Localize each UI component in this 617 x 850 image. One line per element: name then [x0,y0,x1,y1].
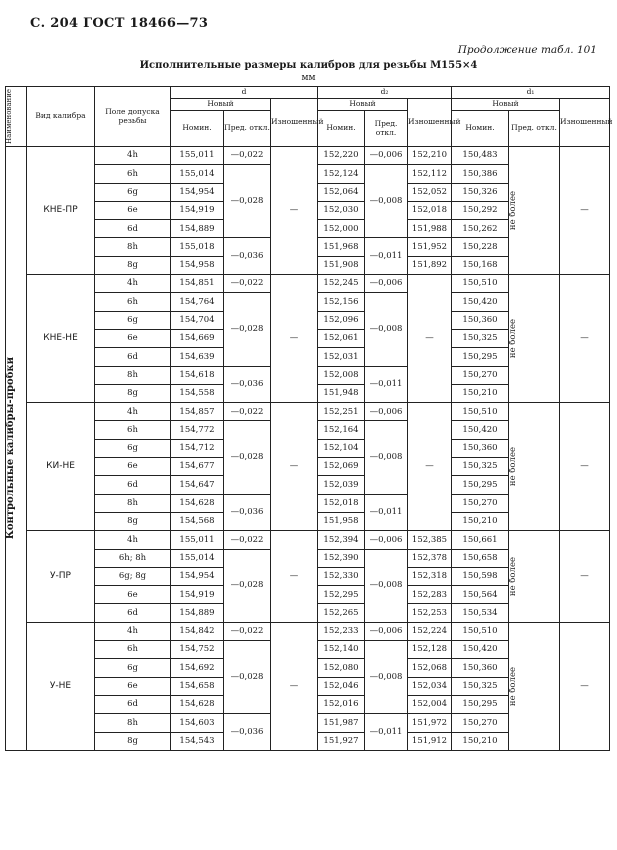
d1-nominal: 150,270 [452,366,509,384]
calibre-kind: КНЕ-ПР [27,147,95,275]
d2-worn: 152,128 [408,641,452,659]
d2-deviation: —0,006 [365,622,408,640]
tolerance-field: 4h [95,275,171,293]
d-nominal: 154,851 [171,275,224,293]
d2-worn: 152,052 [408,183,452,201]
d2-nominal: 152,061 [318,329,365,347]
d-deviation: —0,022 [224,403,271,421]
header-d2-new: Новый [318,99,408,111]
table-row [6,403,610,421]
d-nominal: 154,658 [171,677,224,695]
header-d2-worn: Изношенный [408,99,452,147]
d2-nominal: 152,096 [318,311,365,329]
d2-worn: — [408,403,452,531]
d2-worn: 152,112 [408,165,452,183]
d-nominal: 154,919 [171,586,224,604]
header-d: d [171,87,318,99]
d1-deviation [509,275,560,403]
d2-worn: 152,385 [408,531,452,549]
d2-deviation: —0,011 [365,366,408,403]
d-nominal: 154,618 [171,366,224,384]
d2-nominal: 152,039 [318,476,365,494]
d2-nominal: 151,968 [318,238,365,256]
dimensions-table [5,86,613,751]
tolerance-field: 6g [95,183,171,201]
d-nominal: 154,543 [171,732,224,750]
d1-nominal: 150,292 [452,201,509,219]
tolerance-field: 4h [95,403,171,421]
d-worn: — [271,531,318,622]
d-nominal: 155,018 [171,238,224,256]
header-d1: d₁ [452,87,610,99]
d1-nominal: 150,325 [452,677,509,695]
d1-nominal: 150,210 [452,512,509,530]
d2-worn: 152,378 [408,549,452,567]
d2-nominal: 152,008 [318,366,365,384]
tolerance-field: 4h [95,622,171,640]
d1-nominal: 150,270 [452,494,509,512]
d1-nominal: 150,210 [452,732,509,750]
d2-nominal: 152,000 [318,220,365,238]
d-deviation: —0,028 [224,421,271,494]
d2-deviation: —0,011 [365,714,408,751]
d-nominal: 154,669 [171,329,224,347]
d-deviation: —0,022 [224,531,271,549]
d2-deviation: —0,011 [365,494,408,531]
d2-deviation: —0,008 [365,641,408,714]
d2-nominal: 152,016 [318,695,365,713]
d2-worn: 151,972 [408,714,452,732]
calibre-kind: КИ-НЕ [27,403,95,531]
tolerance-field: 6g [95,659,171,677]
d1-nominal: 150,326 [452,183,509,201]
calibre-kind: У-ПР [27,531,95,622]
d-nominal: 154,639 [171,348,224,366]
d1-worn: — [560,147,610,275]
tolerance-field: 6h [95,641,171,659]
d2-worn: 152,068 [408,659,452,677]
d2-nominal: 152,295 [318,586,365,604]
tolerance-field: 8g [95,384,171,402]
table-title: Исполнительные размеры калибров для резьбы М155×4 [139,60,478,71]
d2-deviation: —0,006 [365,147,408,165]
not-more-label: не более [508,666,518,706]
d2-deviation: —0,008 [365,421,408,494]
d2-nominal: 152,330 [318,567,365,585]
d2-nominal: 151,927 [318,732,365,750]
tolerance-field: 6h [95,421,171,439]
d2-nominal: 152,251 [318,403,365,421]
group-label: Контрольные калибры-пробки [5,357,16,540]
d-nominal: 154,772 [171,421,224,439]
d1-nominal: 150,564 [452,586,509,604]
d2-nominal: 152,104 [318,439,365,457]
header-vid: Вид калибра [27,87,95,147]
tolerance-field: 8g [95,732,171,750]
d-deviation: —0,028 [224,293,271,366]
d-nominal: 154,628 [171,494,224,512]
d1-nominal: 150,598 [452,567,509,585]
header-d2-pred: Пред. откл. [365,111,408,147]
d2-nominal: 152,018 [318,494,365,512]
d2-nominal: 151,958 [318,512,365,530]
d2-worn: 151,952 [408,238,452,256]
d-nominal: 154,628 [171,695,224,713]
tolerance-field: 8h [95,366,171,384]
d-deviation: —0,022 [224,622,271,640]
d-nominal: 154,889 [171,220,224,238]
tolerance-field: 6d [95,220,171,238]
d2-deviation: —0,006 [365,531,408,549]
d2-nominal: 152,069 [318,458,365,476]
d1-nominal: 150,420 [452,293,509,311]
unit-label: мм [301,73,316,83]
d2-nominal: 152,124 [318,165,365,183]
d1-deviation [509,147,560,275]
d-nominal: 154,692 [171,659,224,677]
header-d1-pred: Пред. откл. [509,111,560,147]
d2-nominal: 152,245 [318,275,365,293]
page-header: С. 204 ГОСТ 18466—73 [30,16,209,31]
d2-worn: 151,892 [408,256,452,274]
tolerance-field: 6h; 8h [95,549,171,567]
d1-deviation [509,622,560,750]
d-nominal: 154,752 [171,641,224,659]
d1-worn: — [560,403,610,531]
d-deviation: —0,022 [224,275,271,293]
d1-worn: — [560,531,610,622]
d-nominal: 154,712 [171,439,224,457]
d1-nominal: 150,325 [452,458,509,476]
d-deviation: —0,036 [224,714,271,751]
d-nominal: 154,677 [171,458,224,476]
d1-nominal: 150,168 [452,256,509,274]
header-d2: d₂ [318,87,452,99]
d-nominal: 155,011 [171,531,224,549]
d-nominal: 154,704 [171,311,224,329]
d2-worn: 152,004 [408,695,452,713]
continuation-label: Продолжение табл. 101 [457,44,597,56]
calibre-kind: КНЕ-НЕ [27,275,95,403]
d2-nominal: 152,140 [318,641,365,659]
d2-worn: 152,210 [408,147,452,165]
tolerance-field: 6g [95,439,171,457]
d2-nominal: 152,064 [318,183,365,201]
d-nominal: 154,857 [171,403,224,421]
d1-nominal: 150,325 [452,329,509,347]
d2-nominal: 151,987 [318,714,365,732]
tolerance-field: 6e [95,458,171,476]
d2-worn: 151,912 [408,732,452,750]
not-more-label: не более [508,447,518,487]
d2-worn: 152,034 [408,677,452,695]
header-d1-nom: Номин. [452,111,509,147]
d-nominal: 154,954 [171,567,224,585]
tolerance-field: 6h [95,293,171,311]
d-deviation: —0,022 [224,147,271,165]
d2-nominal: 152,156 [318,293,365,311]
tolerance-field: 6d [95,476,171,494]
tolerance-field: 6h [95,165,171,183]
table-row [6,622,610,640]
calibre-kind: У-НЕ [27,622,95,750]
d2-worn: — [408,275,452,403]
tolerance-field: 4h [95,531,171,549]
d1-deviation [509,403,560,531]
d1-nominal: 150,534 [452,604,509,622]
d2-nominal: 152,031 [318,348,365,366]
d2-nominal: 152,080 [318,659,365,677]
d2-worn: 152,283 [408,586,452,604]
d1-nominal: 150,360 [452,439,509,457]
d-deviation: —0,036 [224,366,271,403]
header-d-worn: Изношенный [271,99,318,147]
d1-worn: — [560,275,610,403]
d2-nominal: 152,030 [318,201,365,219]
tolerance-field: 6e [95,677,171,695]
tolerance-field: 4h [95,147,171,165]
d2-worn: 152,318 [408,567,452,585]
d2-deviation: —0,006 [365,275,408,293]
d1-nominal: 150,510 [452,622,509,640]
d1-nominal: 150,295 [452,476,509,494]
d-deviation: —0,028 [224,641,271,714]
d-worn: — [271,275,318,403]
d1-nominal: 150,270 [452,714,509,732]
tolerance-field: 8g [95,256,171,274]
d2-nominal: 152,220 [318,147,365,165]
d1-nominal: 150,658 [452,549,509,567]
d2-nominal: 152,390 [318,549,365,567]
d-nominal: 155,014 [171,165,224,183]
d2-nominal: 151,948 [318,384,365,402]
header-pole: Поле допуска резьбы [95,87,171,147]
d-nominal: 154,603 [171,714,224,732]
tolerance-field: 6d [95,695,171,713]
d2-worn: 152,224 [408,622,452,640]
d2-worn: 152,253 [408,604,452,622]
d2-deviation: —0,006 [365,403,408,421]
d-worn: — [271,403,318,531]
header-d2-nom: Номин. [318,111,365,147]
header-naimenovanie: Наименование [6,87,27,147]
d-deviation: —0,036 [224,238,271,275]
d2-deviation: —0,008 [365,165,408,238]
d2-nominal: 152,394 [318,531,365,549]
table-row [6,531,610,549]
d-nominal: 154,919 [171,201,224,219]
header-d-nom: Номин. [171,111,224,147]
header-d1-worn: Изношенный [560,99,610,147]
d-deviation: —0,036 [224,494,271,531]
d1-worn: — [560,622,610,750]
tolerance-field: 6g; 8g [95,567,171,585]
tolerance-field: 6g [95,311,171,329]
d1-nominal: 150,360 [452,311,509,329]
d1-nominal: 150,295 [452,695,509,713]
tolerance-field: 8h [95,714,171,732]
d2-nominal: 152,265 [318,604,365,622]
d-nominal: 154,558 [171,384,224,402]
tolerance-field: 8h [95,494,171,512]
d1-nominal: 150,420 [452,421,509,439]
tolerance-field: 6d [95,348,171,366]
d-deviation: —0,028 [224,165,271,238]
d-nominal: 154,889 [171,604,224,622]
d-nominal: 154,954 [171,183,224,201]
d-nominal: 154,647 [171,476,224,494]
d1-nominal: 150,483 [452,147,509,165]
table-row [6,275,610,293]
d-nominal: 154,568 [171,512,224,530]
d1-nominal: 150,210 [452,384,509,402]
d2-deviation: —0,011 [365,238,408,275]
d-nominal: 154,958 [171,256,224,274]
d2-deviation: —0,008 [365,549,408,622]
tolerance-field: 6e [95,329,171,347]
not-more-label: не более [508,190,518,231]
d1-nominal: 150,262 [452,220,509,238]
d2-deviation: —0,008 [365,293,408,366]
d1-deviation [509,531,560,622]
d-nominal: 155,014 [171,549,224,567]
header-d-pred: Пред. откл. [224,111,271,147]
d1-nominal: 150,510 [452,275,509,293]
group-label-cell [6,147,27,751]
tolerance-field: 8g [95,512,171,530]
tolerance-field: 6e [95,586,171,604]
d1-nominal: 150,228 [452,238,509,256]
d1-nominal: 150,295 [452,348,509,366]
d1-nominal: 150,510 [452,403,509,421]
d-worn: — [271,622,318,750]
d-nominal: 154,842 [171,622,224,640]
d2-worn: 152,018 [408,201,452,219]
d1-nominal: 150,420 [452,641,509,659]
header-d1-new: Новый [452,99,560,111]
d1-nominal: 150,360 [452,659,509,677]
not-more-label: не более [508,556,518,597]
d1-nominal: 150,661 [452,531,509,549]
table-row [6,147,610,165]
d2-nominal: 151,908 [318,256,365,274]
d-nominal: 155,011 [171,147,224,165]
not-more-label: не более [508,319,518,359]
d1-nominal: 150,386 [452,165,509,183]
d2-worn: 151,988 [408,220,452,238]
d-nominal: 154,764 [171,293,224,311]
tolerance-field: 8h [95,238,171,256]
d-worn: — [271,147,318,275]
tolerance-field: 6d [95,604,171,622]
header-d-new: Новый [171,99,271,111]
d-deviation: —0,028 [224,549,271,622]
tolerance-field: 6e [95,201,171,219]
d2-nominal: 152,046 [318,677,365,695]
d2-nominal: 152,233 [318,622,365,640]
d2-nominal: 152,164 [318,421,365,439]
